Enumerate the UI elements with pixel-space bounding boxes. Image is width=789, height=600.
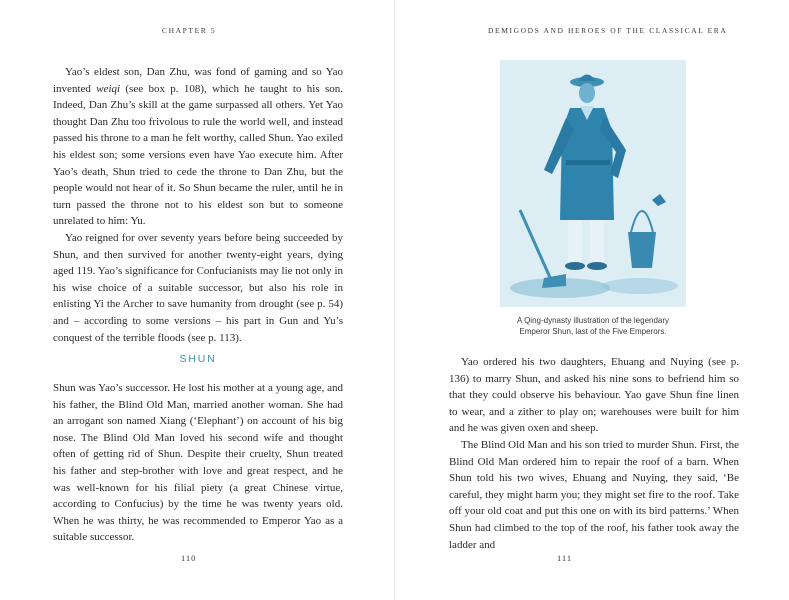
left-page [0,0,394,600]
left-text-block-bottom [53,380,343,546]
paragraph-murder-attempt: The Blind Old Man and his son tried to murder Shun. First, the Blind Old Man ordered him to repair the roof of a barn. When Shun told his two wives, Ehuang and Nuying, they said, ‘Be careful, they might harm you; they might set fire to the roof. Take off your old coat and put this one on with its bird patterns.’ When Shun had climbed to the top of the roof, his father took away the ladder and [449,438,739,551]
illustration-emperor-shun [500,60,686,307]
left-text-block-top [53,64,343,346]
running-head-right: DEMIGODS AND HEROES OF THE CLASSICAL ERA [488,26,728,35]
page-number-right: 111 [557,553,573,563]
section-heading-shun: SHUN [179,353,217,365]
paragraph-shun-intro: Shun was Yao’s successor. He lost his mother at a young age, and his father, the Blind Old Man, married another woman. She had an arrogant son named Xiang (‘Elephant’) on account of his big nose. The Blind Old Man loved his second wife and thought often of getting rid of Shun. Despite their cruelty, Shun treated his father and step-brother with love and great respect, and he was well-known for his filial piety (a great Chinese virtue, according to Confucius) by the time he was twenty years old. When he was thirty, he was recommended to Emperor Yao as a suitable successor. [53,382,343,544]
running-head-left: CHAPTER 5 [162,26,217,35]
figure-caption: A Qing-dynasty illustration of the legendary Emperor Shun, last of the Five Emperors. [516,316,670,337]
paragraph-yao-reign: Yao reigned for over seventy years before being succeeded by Shun, and then survived for another twenty-eight years, dying aged 119. Yao’s significance for Confucianists may lie not only in his wise choice of a suitable successor, but also his role in enlisting Yi the Archer to save humanity from drought (see p. 54) and – according to some versions – his part in Gun and Yu’s conquest of the terrible floods (see p. 113). [53,231,343,344]
page-number-left: 110 [181,553,197,563]
paragraph-dan-zhu: Yao’s eldest son, Dan Zhu, was fond of gaming and so Yao invented weiqi (see box p. 108), which he taught to his son. Indeed, Dan Zhu’s skill at the game surpassed all others. Yet Yao thought Dan Zhu too frivolous to rule the world well, and instead passed his throne to a man he felt worthy, called Shun. Yao exiled his eldest son; some versions even have Yao execute him. After Yao’s death, Shun tried to cede the throne to Dan Zhu, but the people would not hear of it. So Shun became the ruler, until he in turn passed the throne not to his eldest son but to someone unrelated to him: Yu. [53,66,343,228]
weiqi-term: weiqi [96,82,121,95]
right-text-block [449,354,739,553]
paragraph-daughters: Yao ordered his two daughters, Ehuang and Nuying (see p. 136) to marry Shun, and asked his nine sons to befriend him so that they could observe his behaviour. Yao gave Shun fine linen to wear, and a zither to play on; warehouses were built for him and he was given oxen and sheep. [449,356,739,435]
right-page [395,0,789,600]
